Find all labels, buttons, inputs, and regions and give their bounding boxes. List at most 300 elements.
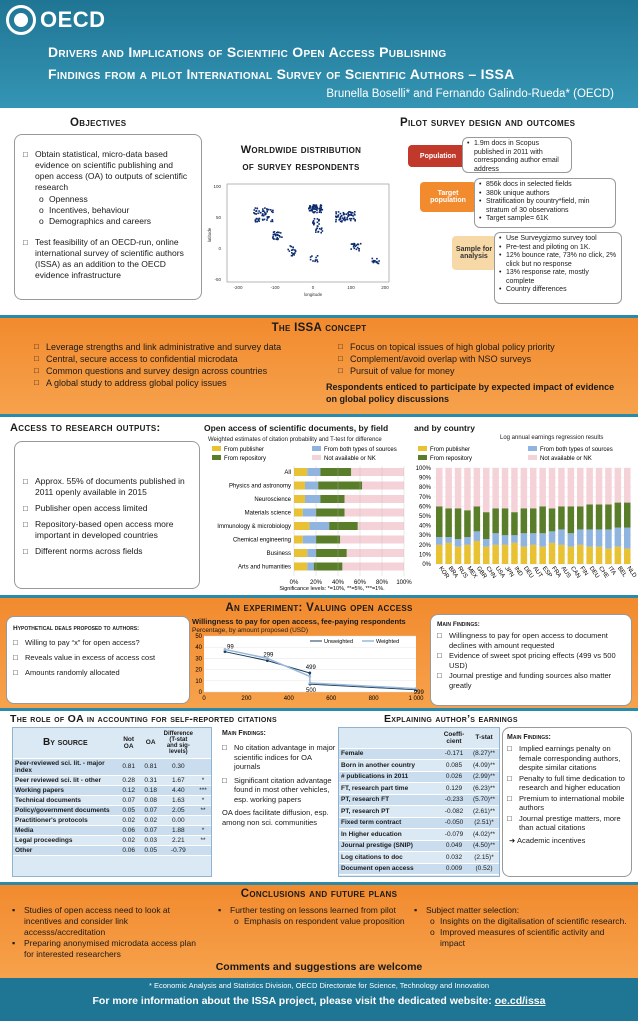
experiment-findings-box	[430, 614, 632, 706]
country-bar-segment	[483, 539, 490, 547]
country-ytick: 50%	[418, 514, 431, 520]
hypo-item: □ Reveals value in excess of access cost	[13, 652, 183, 663]
objective-subitems	[23, 194, 191, 227]
sample-item: • Use Surveygizmo survey tool	[499, 235, 617, 244]
country-category-label: FIN	[578, 565, 589, 578]
country-bar-segment	[596, 547, 603, 564]
field-bars	[294, 466, 404, 576]
table-row	[339, 748, 499, 760]
finding-item: □ Premium to international mobile authors	[507, 794, 627, 813]
country-bar-segment	[436, 537, 443, 545]
respondent-point	[316, 259, 318, 261]
table-row	[13, 758, 211, 775]
table-row	[339, 829, 499, 841]
legend-label: From both types of sources	[324, 447, 397, 453]
field-xtick: 100%	[396, 580, 412, 586]
country-bar-segment	[558, 545, 565, 564]
wtp-point	[308, 672, 311, 675]
respondent-point	[317, 207, 319, 209]
country-bar-segment	[605, 549, 612, 564]
authors: Brunella Boselli* and Fernando Galindo-Rueda* (OECD)	[326, 88, 614, 100]
field-bar-segment	[320, 468, 351, 476]
respondent-point	[266, 219, 268, 221]
access-title: Access to research outputs:	[10, 422, 161, 434]
field-xtick: 20%	[309, 580, 323, 586]
country-bar-segment	[464, 537, 471, 545]
conclusion-item: ▪ Preparing anonymised microdata access plan for interested researchers	[12, 938, 204, 960]
world-map-scatter	[205, 180, 395, 300]
respondent-point	[287, 249, 289, 251]
field-xtick: 80%	[375, 580, 389, 586]
country-bar-segment	[474, 506, 481, 531]
country-ytick: 40%	[418, 523, 431, 530]
country-bar-segment	[615, 528, 622, 547]
respondent-point	[319, 211, 321, 213]
wtp-point-label: 500	[306, 688, 317, 695]
access-item: □ Approx. 55% of documents published in 2011 openly available in 2015	[23, 476, 191, 498]
field-bar-segment	[358, 522, 404, 530]
role-findings	[222, 730, 338, 827]
table-cell: (2.51)*	[469, 817, 499, 829]
concept-item: □ Common questions and survey design across countries	[34, 365, 314, 377]
country-category-label: USA	[493, 565, 506, 580]
country-category-label: NLD	[625, 565, 638, 579]
sample-item: • Pre-test and piloting on 1K.	[499, 244, 617, 253]
table-cell: FT, research part time	[339, 783, 439, 795]
country-bar-segment	[445, 508, 452, 537]
table-cell: 0.30	[162, 758, 195, 775]
source-table-rows	[13, 758, 211, 855]
country-bar-segment	[502, 545, 509, 564]
table-cell: 0.28	[118, 775, 140, 785]
respondent-point	[358, 248, 360, 250]
finding-item: □ Evidence of sweet spot pricing effects (499 vs 500 USD)	[437, 651, 625, 670]
respondent-point	[267, 217, 269, 219]
legend-label: From repository	[224, 456, 267, 462]
respondent-point	[340, 216, 342, 218]
table-cell: 0.085	[439, 760, 469, 772]
field-xtick: 0%	[289, 580, 299, 586]
respondent-point	[352, 212, 354, 214]
country-category-label: DEU	[587, 565, 600, 580]
table-row	[339, 771, 499, 783]
finding-item: □ Implied earnings penalty on female corresponding authors, despite similar citations	[507, 744, 627, 773]
respondent-point	[278, 232, 280, 234]
country-bar-segment	[492, 533, 499, 545]
respondent-point	[335, 221, 337, 223]
respondent-point	[378, 260, 380, 262]
table-cell: 0.81	[118, 758, 140, 775]
table-cell: 0.02	[140, 815, 162, 825]
country-bar-segment	[568, 468, 575, 506]
finding-item: □ Significant citation advantage found in most other vehicles, esp. working papers	[222, 776, 338, 805]
wtp-xtick: 800	[368, 696, 379, 702]
sample-item: • 12% bounce rate, 73% no click, 2% click but no response	[499, 252, 617, 269]
country-bar-segment	[549, 468, 556, 508]
table-cell: 1.67	[162, 775, 195, 785]
field-category-label: Arts and humanities	[237, 564, 291, 571]
hypothetical-box	[6, 616, 190, 704]
field-bar-segment	[318, 482, 362, 490]
table-cell	[195, 845, 211, 855]
country-ytick: 100%	[415, 466, 431, 472]
table-cell	[195, 815, 211, 825]
country-bar-segment	[586, 529, 593, 546]
table-cell: (4.50)**	[469, 840, 499, 852]
map-xlabel: longitude	[303, 292, 323, 297]
field-bar-segment	[305, 482, 318, 490]
country-bar-segment	[586, 468, 593, 504]
field-xtick: 60%	[353, 580, 367, 586]
respondent-point	[258, 210, 260, 212]
country-bar-segment	[455, 508, 462, 539]
table-cell: 2.05	[162, 805, 195, 815]
country-bar-segment	[492, 508, 499, 533]
subitem: o Openness	[23, 194, 191, 205]
table-cell: 0.07	[140, 805, 162, 815]
hypo-item: □ Amounts randomly allocated	[13, 667, 183, 678]
country-ytick: 0%	[422, 562, 431, 568]
wtp-subtitle: Percentage, by amount proposed (USD)	[192, 627, 308, 634]
table-cell: (2.99)**	[469, 771, 499, 783]
respondent-point	[315, 231, 317, 233]
respondent-point	[317, 261, 319, 263]
objective-item: □ Obtain statistical, micro-data based evidence on scientific publishing and open access (OA) to outputs of scientific research	[23, 149, 191, 193]
country-bar-segment	[530, 545, 537, 564]
field-category-label: Materials science	[244, 510, 291, 517]
field-bar-segment	[351, 468, 404, 476]
wtp-point-label: 999	[413, 689, 424, 696]
col-header: Not OA	[118, 728, 140, 758]
respondent-point	[343, 219, 345, 221]
table-cell: *	[195, 775, 211, 785]
map-ytick: -50	[214, 277, 221, 282]
legend-swatch-repository	[418, 455, 427, 460]
objectives-box	[14, 134, 202, 300]
table-cell: 0.026	[439, 771, 469, 783]
respondent-point	[347, 217, 349, 219]
table-cell: # publications in 2011	[339, 771, 439, 783]
col-header: OA	[140, 728, 162, 758]
respondent-point	[265, 214, 267, 216]
country-bar-segment	[615, 468, 622, 503]
respondent-point	[358, 250, 360, 252]
conclusion-item: ▪ Studies of open access need to look at incentives and consider link accesss/accreditation	[12, 905, 204, 938]
respondent-point	[255, 207, 257, 209]
footer-info-text: For more information about the ISSA project, please visit the dedicated website:	[92, 995, 492, 1007]
finding-item: □ Journal prestige matters, more than actual citations	[507, 814, 627, 833]
field-bar-segment	[294, 495, 305, 503]
respondent-point	[291, 255, 293, 257]
sample-item: • Country differences	[499, 286, 617, 295]
col-header: T-stat	[469, 728, 499, 748]
respondent-point	[310, 210, 312, 212]
target-box	[474, 178, 616, 228]
country-chart-title: and by country	[414, 423, 475, 433]
table-cell: 0.00	[162, 815, 195, 825]
table-cell: (6.23)**	[469, 783, 499, 795]
table-cell: 0.08	[140, 795, 162, 805]
country-bar-segment	[596, 468, 603, 504]
finding-item: □ Willingness to pay for open access to document declines with amount requested	[437, 631, 625, 650]
table-cell: -0.050	[439, 817, 469, 829]
wtp-point	[308, 675, 311, 678]
respondent-point	[295, 250, 297, 252]
country-bar-segment	[615, 547, 622, 564]
table-cell: Other	[13, 845, 118, 855]
table-row	[339, 794, 499, 806]
table-cell: **	[195, 835, 211, 845]
table-row	[339, 863, 499, 875]
field-bar-segment	[309, 522, 329, 530]
findings-title: Main Findings:	[437, 621, 480, 628]
legend-swatch-publisher	[418, 446, 427, 451]
respondent-point	[353, 246, 355, 248]
wtp-chart	[190, 634, 426, 706]
respondent-point	[342, 217, 344, 219]
table-cell: 1.88	[162, 825, 195, 835]
country-bar-segment	[577, 468, 584, 506]
respondent-point	[256, 208, 258, 210]
country-category-label: BEL	[615, 565, 628, 579]
respondent-point	[356, 249, 358, 251]
wtp-yticks	[195, 634, 202, 696]
respondent-point	[336, 217, 338, 219]
country-ytick: 80%	[418, 485, 431, 492]
concept-item: □ Leverage strengths and link administrative and survey data	[34, 341, 314, 353]
respondent-point	[354, 214, 356, 216]
respondent-point	[343, 214, 345, 216]
table-row	[13, 845, 211, 855]
wtp-ytick: 0	[198, 690, 202, 696]
hypo-item: □ Willing to pay “x” for open access?	[13, 637, 183, 648]
table-cell: (2.61)**	[469, 806, 499, 818]
respondent-point	[272, 221, 274, 223]
by-source-header: By source	[13, 728, 118, 758]
country-bar-segment	[455, 547, 462, 564]
country-bar-segment	[436, 545, 443, 564]
country-bar-segment	[568, 506, 575, 533]
respondent-point	[374, 261, 376, 263]
respondent-point	[266, 209, 268, 211]
country-bar-segment	[464, 545, 471, 564]
earnings-table-box	[338, 727, 500, 877]
respondent-point	[317, 218, 319, 220]
respondent-point	[308, 208, 310, 210]
respondent-point	[260, 212, 262, 214]
table-cell: Policy/government documents	[13, 805, 118, 815]
concept-item: □ Focus on topical issues of high global policy priority	[338, 341, 628, 353]
table-row	[339, 852, 499, 864]
country-bar-segment	[521, 547, 528, 564]
respondent-point	[312, 206, 314, 208]
significance-note: Significance levels: *=10%, **=5%, ***=1%.	[279, 586, 385, 592]
respondent-point	[335, 211, 337, 213]
respondent-point	[280, 232, 282, 234]
target-item: • Target sample= 61K	[479, 215, 611, 224]
table-cell: Technical documents	[13, 795, 118, 805]
table-cell: (0.52)	[469, 863, 499, 875]
country-bar-segment	[558, 506, 565, 529]
respondent-point	[266, 211, 268, 213]
respondent-point	[316, 209, 318, 211]
country-bar-segment	[530, 468, 537, 508]
finding-item: □ Journal prestige and funding sources also matter greatly	[437, 671, 625, 690]
country-bar-segment	[521, 468, 528, 508]
respondent-point	[253, 212, 255, 214]
country-chart	[412, 444, 638, 592]
country-bar-segment	[483, 547, 490, 564]
country-bar-segment	[577, 506, 584, 529]
field-xtick: 40%	[331, 580, 345, 586]
field-bar-segment	[294, 536, 303, 544]
country-bar-segment	[492, 468, 499, 508]
table-cell: 1.63	[162, 795, 195, 805]
table-cell: -0.171	[439, 748, 469, 760]
country-bar-segment	[474, 531, 481, 541]
table-cell: Peer reviewed sci. lit - other	[13, 775, 118, 785]
table-cell: -0.233	[439, 794, 469, 806]
respondent-point	[256, 210, 258, 212]
table-cell: ***	[195, 785, 211, 795]
table-cell: 0.049	[439, 840, 469, 852]
table-cell: 0.02	[118, 815, 140, 825]
country-bar-segment	[596, 504, 603, 529]
respondent-point	[313, 212, 315, 214]
poster-title-line1: Drivers and Implications of Scientific Open Access Publishing	[48, 44, 447, 60]
field-category-label: Business	[266, 551, 291, 557]
country-category-label: ITA	[606, 565, 617, 577]
table-cell: Born in another country	[339, 760, 439, 772]
legend-swatch-both	[528, 446, 537, 451]
field-chart-title: Open access of scientific documents, by field	[204, 423, 389, 433]
table-cell: (8.27)**	[469, 748, 499, 760]
findings-title: Main Findings:	[507, 734, 551, 741]
respondent-point	[273, 232, 275, 234]
country-bar-segment	[436, 506, 443, 537]
respondent-point	[357, 243, 359, 245]
field-bar-segment	[307, 563, 314, 571]
respondent-point	[272, 219, 274, 221]
respondent-point	[351, 243, 353, 245]
map-xtick: 200	[381, 285, 389, 290]
sample-item: • 13% response rate, mostly complete	[499, 269, 617, 286]
map-ytick: 50	[215, 215, 221, 220]
respondent-point	[338, 219, 340, 221]
country-bar-segment	[549, 543, 556, 564]
subitem: o Demographics and careers	[23, 216, 191, 227]
legend-swatch-publisher	[212, 446, 221, 451]
country-ytick: 30%	[418, 533, 431, 540]
respondent-point	[320, 204, 322, 206]
wtp-xtick: 400	[283, 696, 294, 702]
respondent-point	[310, 259, 312, 261]
country-category-label: BRA	[446, 565, 459, 580]
country-bar-segment	[605, 529, 612, 548]
legend-label: From both types of sources	[540, 447, 613, 453]
country-bar-segment	[615, 503, 622, 528]
table-cell: 0.03	[140, 835, 162, 845]
field-bar-segment	[347, 549, 404, 557]
respondent-point	[313, 224, 315, 226]
field-category-label: Chemical engineering	[232, 537, 291, 544]
legend-label: From publisher	[224, 447, 265, 453]
country-ytick: 60%	[418, 504, 431, 511]
country-bar-segment	[502, 535, 509, 545]
respondent-point	[315, 205, 317, 207]
hypo-title: Hypothetical deals proposed to authors:	[13, 625, 140, 632]
respondent-point	[376, 262, 378, 264]
respondent-point	[255, 213, 257, 215]
country-ytick: 10%	[418, 552, 431, 559]
respondent-point	[321, 227, 323, 229]
field-bar-segment	[329, 522, 358, 530]
wtp-ytick: 50	[195, 634, 202, 640]
legend-swatch-both	[312, 446, 321, 451]
wtp-point-label: 499	[305, 664, 316, 671]
worldmap-title-line1: Worldwide distribution	[240, 144, 362, 156]
country-bar-segment	[549, 508, 556, 531]
concept-item: □ Central, secure access to confidential microdata	[34, 353, 314, 365]
earnings-table-rows	[339, 748, 499, 875]
country-bar-segment	[624, 503, 631, 528]
arrow-note: Academic incentives	[516, 835, 586, 845]
country-bar-segment	[624, 549, 631, 564]
country-bar-segment	[445, 537, 452, 543]
footer	[0, 978, 638, 1021]
respondent-point	[347, 219, 349, 221]
table-cell: (5.70)**	[469, 794, 499, 806]
country-categories	[437, 566, 637, 581]
conclusion-item: ▪ Further testing on lessons learned from pilot	[218, 905, 406, 916]
table-cell: 0.07	[140, 825, 162, 835]
country-category-label: ESP	[540, 565, 553, 579]
pilot-title: Pilot survey design and outcomes	[400, 117, 576, 129]
country-category-label: CHN	[484, 565, 497, 580]
respondent-point	[319, 228, 321, 230]
respondent-point	[354, 220, 356, 222]
subitem: o Incentives, behaviour	[23, 205, 191, 216]
wtp-point-label: 299	[263, 652, 274, 659]
respondent-point	[264, 207, 266, 209]
field-bar-segment	[303, 509, 316, 517]
respondent-point	[354, 248, 356, 250]
table-cell: Working papers	[13, 785, 118, 795]
respondent-point	[262, 210, 264, 212]
country-category-label: KOR	[437, 565, 450, 580]
respondent-point	[322, 230, 324, 232]
respondent-point	[353, 218, 355, 220]
project-website-link[interactable]: oe.cd/issa	[494, 995, 546, 1007]
field-bar-segment	[362, 482, 404, 490]
respondent-point	[318, 220, 320, 222]
country-bar-segment	[492, 545, 499, 564]
respondent-point	[258, 219, 260, 221]
wtp-point-label: 99	[226, 644, 234, 651]
respondent-point	[340, 213, 342, 215]
respondent-point	[345, 213, 347, 215]
legend-label: Weighted	[376, 639, 400, 645]
respondent-point	[317, 255, 319, 257]
country-bar-segment	[474, 541, 481, 564]
respondent-point	[256, 221, 258, 223]
table-cell: 0.02	[118, 835, 140, 845]
respondent-point	[254, 209, 256, 211]
field-bar-segment	[305, 495, 320, 503]
respondent-point	[314, 211, 316, 213]
respondent-point	[257, 213, 259, 215]
respondent-point	[270, 221, 272, 223]
